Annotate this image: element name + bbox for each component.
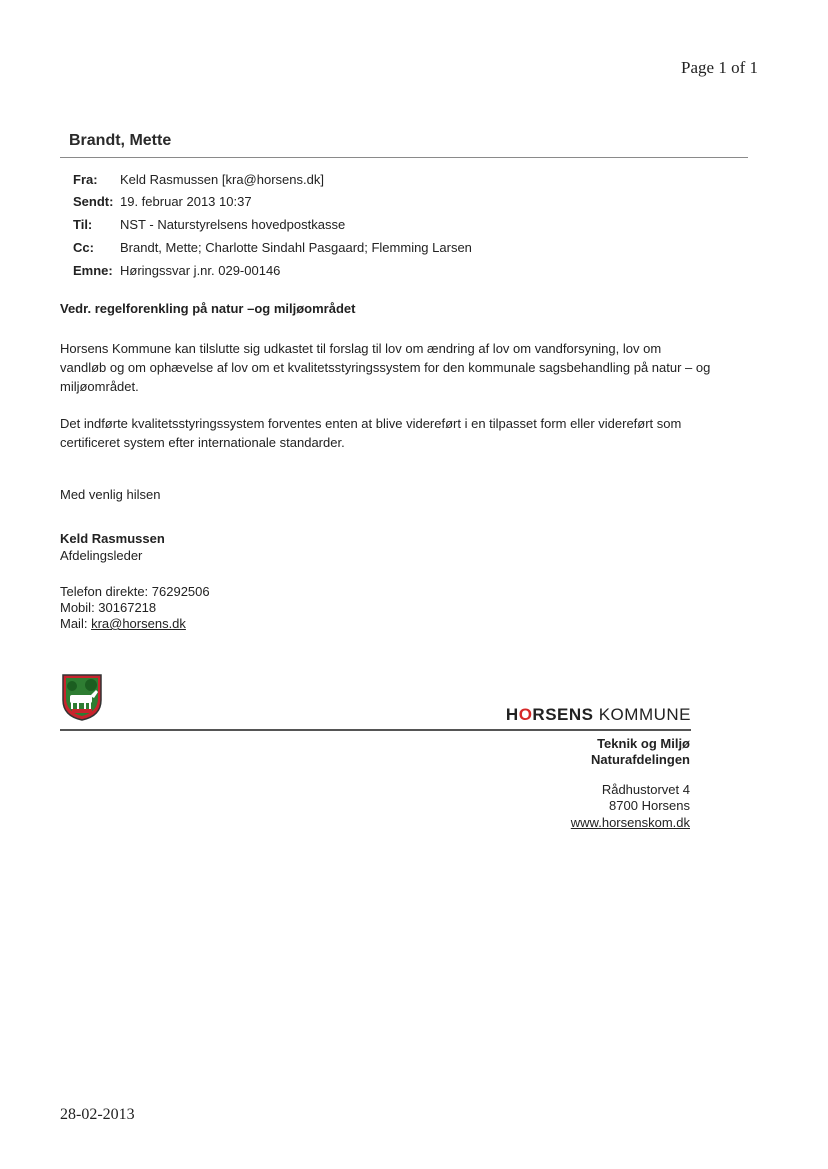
signature-title: Afdelingsleder [60,548,143,563]
website-link[interactable]: www.horsenskom.dk [570,815,690,830]
header-divider [60,157,748,158]
subject-label: Emne: [73,263,113,278]
sent-value: 19. februar 2013 10:37 [120,194,252,209]
paragraph-2-line-1: Det indførte kvalitetsstyringssystem forventes enten at blive videreført i en tilpasset form eller videreført som [60,416,682,431]
division-name: Naturafdelingen [591,752,690,767]
signature-name: Keld Rasmussen [60,531,165,546]
page-number: Page 1 of 1 [681,58,758,77]
address-street: Rådhustorvet 4 [601,782,690,797]
signature-mail-row [60,616,186,632]
crest-shield-icon [60,672,104,722]
cc-label: Cc: [73,240,94,255]
logo-part-h: H [505,705,519,724]
signature-mail-label: Mail: [60,616,92,631]
department-name: Teknik og Miljø [597,736,690,751]
to-value: NST - Naturstyrelsens hovedpostkasse [120,217,346,232]
horsens-crest-logo [60,672,104,722]
from-value: Keld Rasmussen [kra@horsens.dk] [120,172,324,187]
letter-subject: Vedr. regelforenkling på natur –og miljøområdet [60,301,356,316]
website-link-row [460,815,690,831]
sent-label: Sendt: [73,194,114,209]
signature-mobile: Mobil: 30167218 [60,600,157,615]
to-label: Til: [73,217,93,232]
signature-phone: Telefon direkte: 76292506 [60,584,210,599]
paragraph-1-line-2: vandløb og om ophævelse af lov om et kvalitetsstyringssystem for den kommunale sagsbehandling på natur – og [60,360,711,375]
paragraph-1-line-1: Horsens Kommune kan tilslutte sig udkastet til forslag til lov om ændring af lov om vandforsyning, lov om [60,341,662,356]
from-label: Fra: [73,172,98,187]
paragraph-2-line-2: certificeret system efter internationale standarder. [60,435,345,450]
footer-date: 28-02-2013 [60,1106,135,1123]
subject-value: Høringssvar j.nr. 029-00146 [120,263,281,278]
logo-part-kommune: KOMMUNE [593,705,691,724]
letterhead-divider [60,729,691,731]
paragraph-1-line-3: miljøområdet. [60,379,139,394]
address-city: 8700 Horsens [609,798,690,813]
cc-value: Brandt, Mette; Charlotte Sindahl Pasgaard; Flemming Larsen [120,240,472,255]
closing: Med venlig hilsen [60,487,161,502]
sender-name: Brandt, Mette [69,132,172,149]
horsens-kommune-logo-text [505,705,691,725]
logo-part-o: O [518,705,533,724]
logo-part-rsens: RSENS [532,705,594,724]
signature-mail-link[interactable]: kra@horsens.dk [91,616,186,631]
